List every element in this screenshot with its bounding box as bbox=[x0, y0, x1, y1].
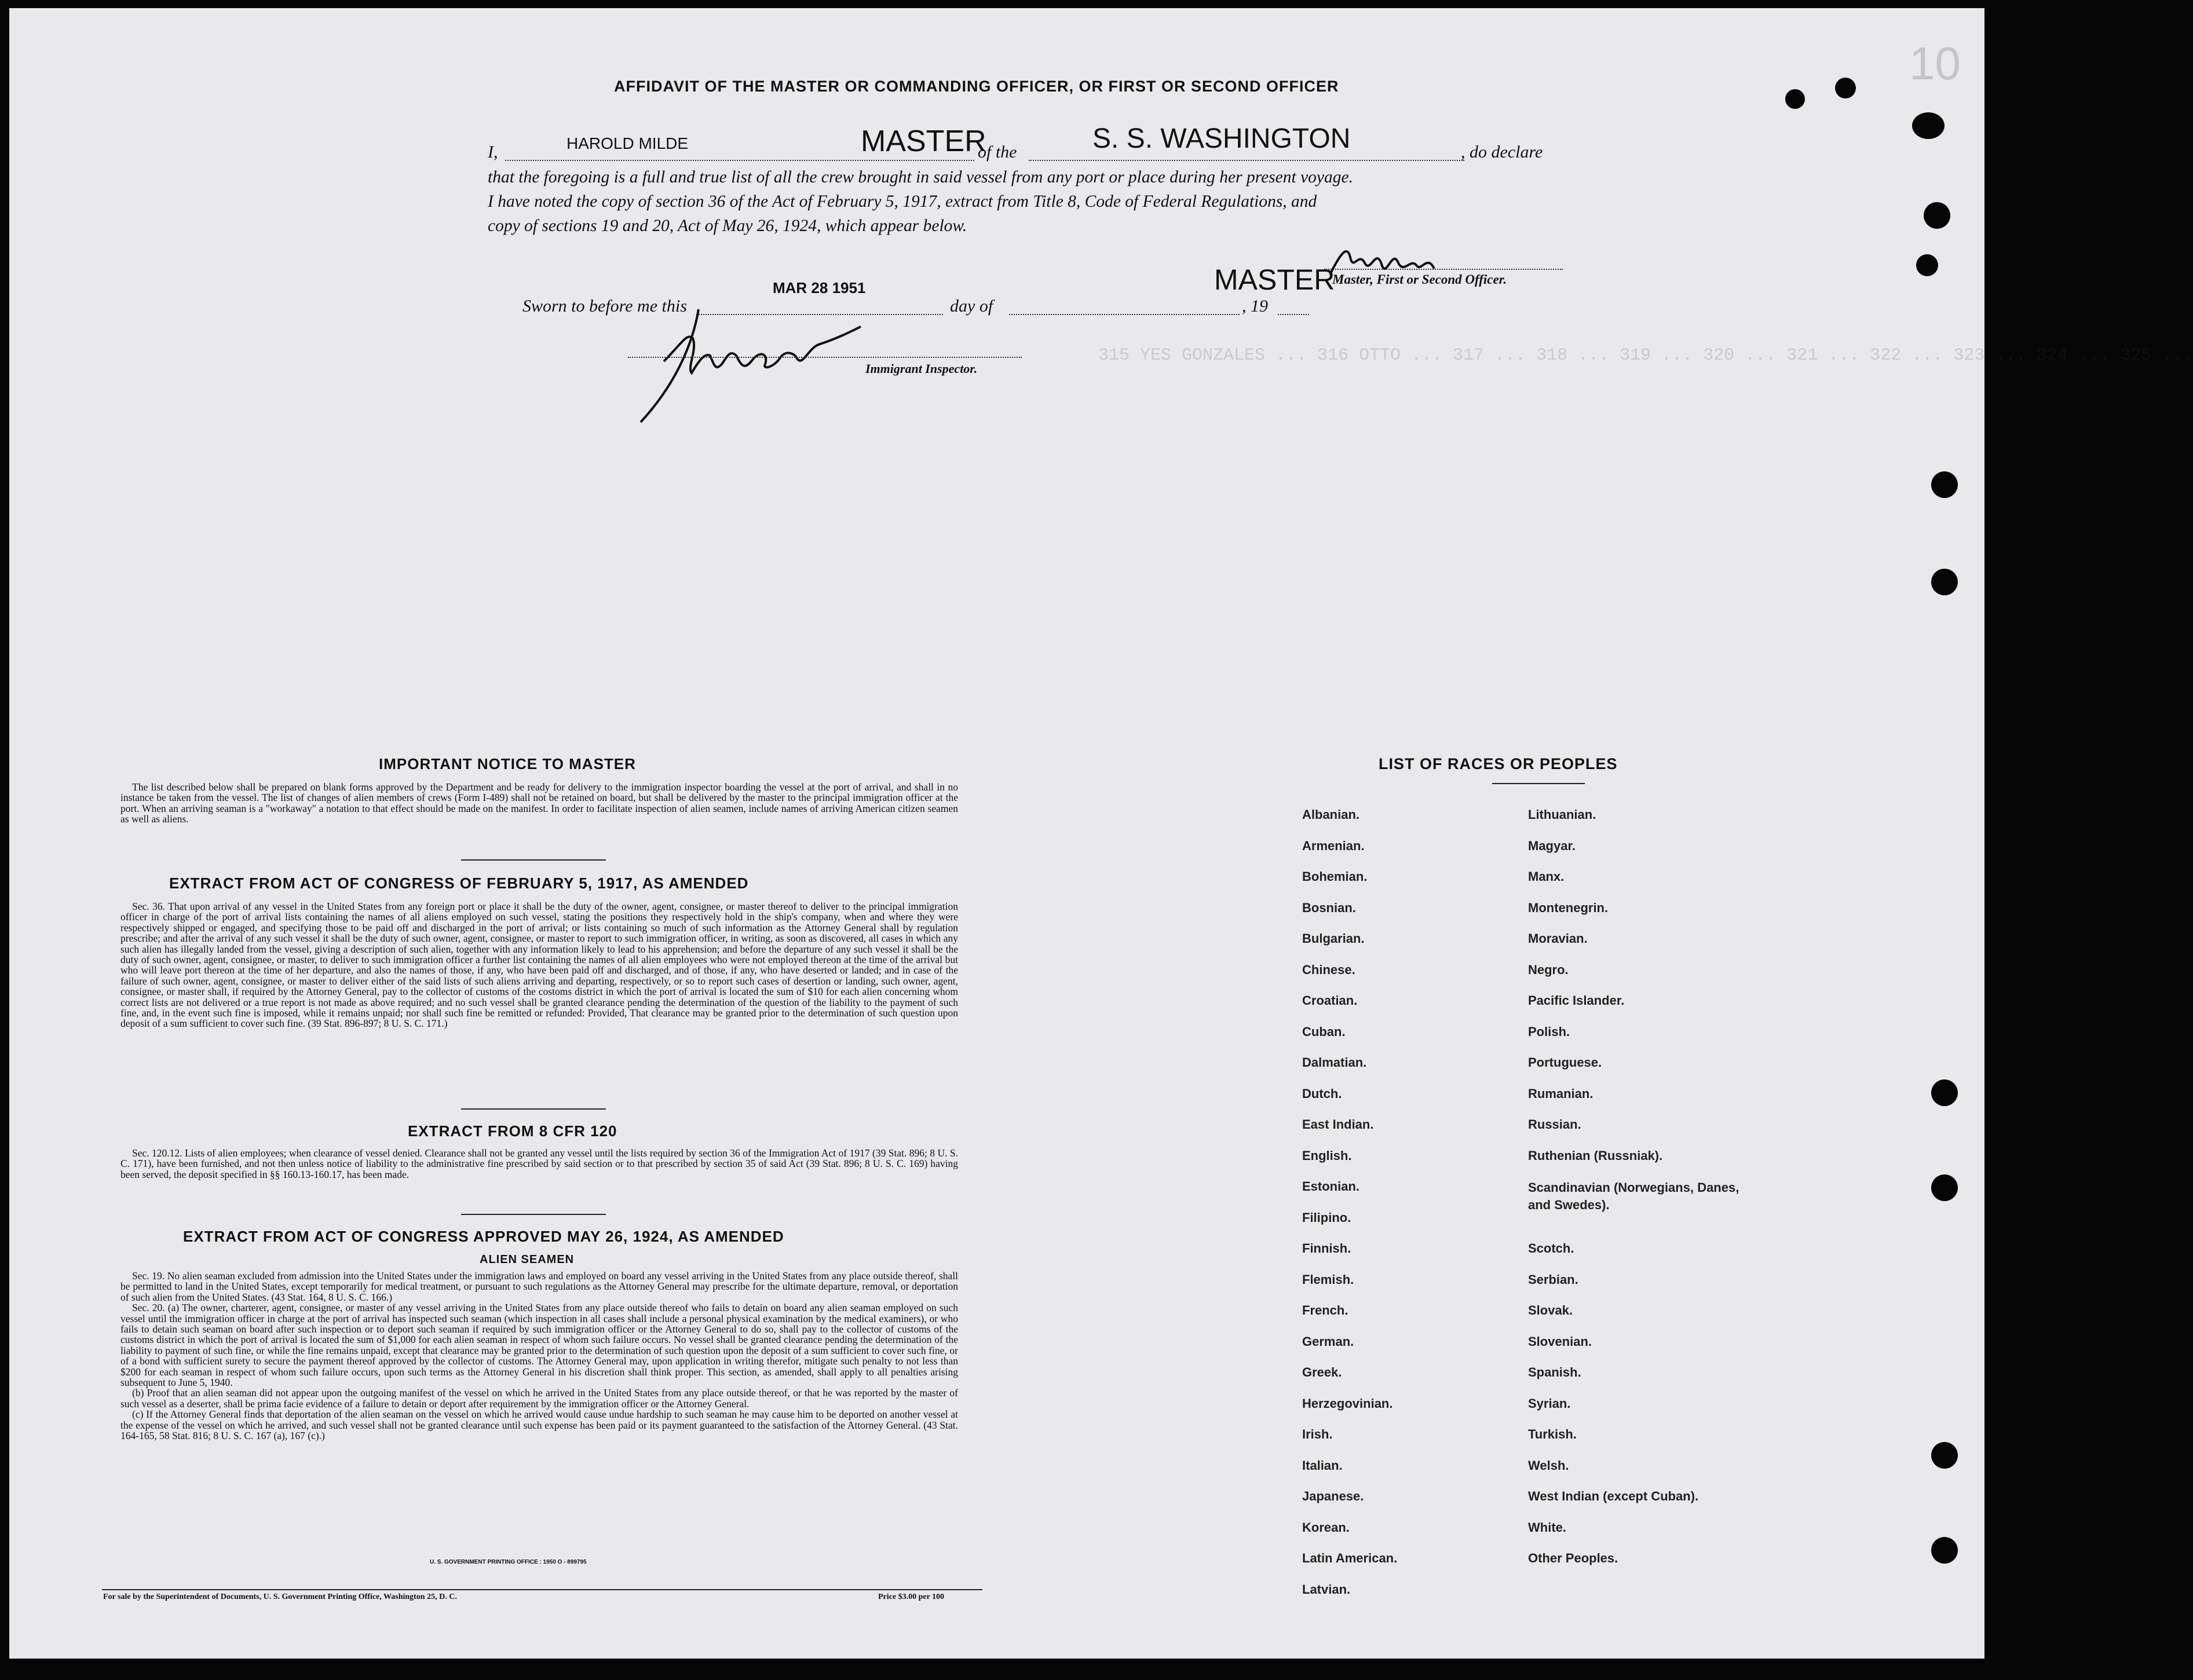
name-field-line bbox=[505, 160, 974, 161]
race-item: Scandinavian (Norwegians, Danes, and Swedes). bbox=[1528, 1180, 1739, 1212]
race-item: Albanian. bbox=[1302, 807, 1360, 822]
extract-1917-text: Sec. 36. That upon arrival of any vessel in the United States from any foreign port or place it shall be the duty of the owner, agent, consignee, or master thereof to deliver to the principal immigration officer in charge of the port of arrival lists containing the names of all aliens employed on such vessel, stating the positions they respectively hold in the ship's company, when and where they were respectively shipped or engaged, and specifying those to be paid off and discharged in the port of arrival; or lists containing so much of such information as the Attorney General shall by regulation prescribe; and after the arrival of any such vessel it shall be the duty of such owner, agent, consignee, or master to report to such immigration officer, in writing, as soon as discovered, all cases in which any such alien has illegally landed from the vessel, giving a description of such alien, together with any information likely to lead to his apprehension; and before the departure of any such vessel it shall be the duty of such owner, agent, consignee, or master, to deliver to such immigration officer a further list containing the names of all alien employees who were not employed thereon at the time of the arrival but who will leave port thereon at the time of her departure, and also the names of those, if any, who have been paid off and discharged, and of those, if any, who have deserted or landed; and in case of the failure of such owner, agent, consignee, or master to deliver either of the said lists of such aliens arriving and departing, respectively, or so to report such cases of desertion or landing, such owner, agent, consignee, or master shall, if required by the Attorney General, pay to the collector of customs of the costoms district in which the port of arrival is located the sum of $10 for each alien concerning whom correct lists are not delivered or a true report is not made as above required; and no such vessel shall be granted clearance pending the determination of the question of the liability to the payment of such fine, and, in the event such fine is imposed, while it remains unpaid; nor shall such fine be remitted or refunded: Provided, That clearance may be granted prior to the determination of such question upon deposit of a sum sufficient to cover such fine. (39 Stat. 896-897; 8 U. S. C. 171.) bbox=[120, 901, 958, 1030]
sec-20b-text: (b) Proof that an alien seaman did not appear upon the outgoing manifest of the vessel on which he arrived in the United States from any place outside thereof, or that he was reported by the master of such vessel as a deserter, shall be prima facie evidence of a failure to detain or deport after requirement by the immigration officer or the Attorney General. bbox=[120, 1387, 958, 1410]
race-item: Rumanian. bbox=[1528, 1086, 1593, 1101]
race-item: Latin American. bbox=[1302, 1551, 1398, 1565]
sec-20c-text: (c) If the Attorney General finds that deportation of the alien seaman on the vessel on which he arrived would cause undue hardship to such seaman he may cause him to be deported on another vessel at the expense of the vessel on which he arrived, and such vessel shall not be granted clearance until such expense has been paid or its payment guaranteed to the satisfaction of the Attorney General. (43 Stat. 164-165, 58 Stat. 816; 8 U. S. C. 167 (a), 167 (c).) bbox=[120, 1408, 958, 1442]
race-item: English. bbox=[1302, 1148, 1352, 1163]
race-item: Slovenian. bbox=[1528, 1334, 1592, 1349]
races-column-2 bbox=[1528, 807, 1748, 1582]
race-item: Magyar. bbox=[1528, 838, 1576, 853]
race-item: Lithuanian. bbox=[1528, 807, 1596, 822]
race-item: White. bbox=[1528, 1520, 1566, 1535]
extract-1924-body bbox=[120, 1271, 958, 1441]
race-item: Ruthenian (Russniak). bbox=[1528, 1148, 1663, 1163]
month-line bbox=[1009, 314, 1240, 315]
inspector-caption: Immigrant Inspector. bbox=[865, 361, 978, 376]
race-item: Bosnian. bbox=[1302, 900, 1356, 915]
ink-blot bbox=[1785, 89, 1805, 109]
gpo-imprint: U. S. GOVERNMENT PRINTING OFFICE : 1950 O - 899795 bbox=[430, 1559, 587, 1565]
bleed-through: 315 YES GONZALES ... 316 OTTO ... 317 ... 318 ... 319 ... 320 ... 321 ... 322 ... 323 ... 324 ... 325 ... bbox=[1098, 346, 2193, 365]
page-number: 10 bbox=[1909, 38, 1961, 89]
race-item: Estonian. bbox=[1302, 1179, 1360, 1194]
punch-hole bbox=[1931, 1537, 1958, 1564]
sworn-label: Sworn to before me this bbox=[522, 297, 687, 316]
affidavit-i: I, bbox=[488, 142, 498, 162]
punch-hole bbox=[1931, 1442, 1958, 1469]
race-item: Pacific Islander. bbox=[1528, 993, 1625, 1008]
races-rule bbox=[1492, 783, 1585, 784]
footer-sales: For sale by the Superintendent of Documents, U. S. Government Printing Office, Washington 25, D. C. bbox=[103, 1593, 457, 1601]
officer-caption: Master, First or Second Officer. bbox=[1332, 272, 1507, 287]
race-item: Russian. bbox=[1528, 1117, 1581, 1132]
master-name: HAROLD MILDE bbox=[566, 134, 689, 152]
race-item: Spanish. bbox=[1528, 1365, 1581, 1379]
punch-hole bbox=[1931, 569, 1958, 595]
race-item: Other Peoples. bbox=[1528, 1551, 1618, 1565]
race-item: Polish. bbox=[1528, 1024, 1570, 1039]
affidavit-heading: AFFIDAVIT OF THE MASTER OR COMMANDING OFFICER, OR FIRST OR SECOND OFFICER bbox=[614, 78, 1339, 95]
race-item: Greek. bbox=[1302, 1365, 1342, 1379]
race-item: Syrian. bbox=[1528, 1396, 1571, 1411]
race-item: Bohemian. bbox=[1302, 869, 1368, 884]
race-item: Montenegrin. bbox=[1528, 900, 1609, 915]
punch-hole bbox=[1931, 471, 1958, 498]
punch-hole bbox=[1931, 1174, 1958, 1201]
race-item: Negro. bbox=[1528, 962, 1569, 977]
divider bbox=[461, 859, 606, 861]
race-item: Bulgarian. bbox=[1302, 931, 1365, 946]
sec-20a-text: Sec. 20. (a) The owner, charterer, agent, consignee, or master of any vessel arriving in the United States from any place outside thereof who fails to detain on board any alien seaman employed on such vessel until the immigration officer in charge at the port of arrival has inspected such seaman (which inspection in all cases shall include a personal physical examination by the medical examiners), or who fails to detain such seaman on board after such inspection or to deport such seaman if required by such immigration officer or the Attorney General to do so, shall pay to the collector of customs of the customs district in which the port of arrival is located the sum of $1,000 for each alien seaman in respect of whom such failure occurs. No vessel shall be granted clearance pending the determination of the liability to payment of such fine, or while the fine remains unpaid, except that clearance may be granted prior to the determination of such question upon the deposit of a sum sufficient to cover such fine, or of a bond with sufficient surety to secure the payment thereof approved by the collector of customs. The Attorney General may, upon application in writing therefor, mitigate such penalty to not less than $200 for each seaman in respect of whom such failure occurs, upon such terms as the Attorney General in his discretion shall think proper. This section, as amended, shall apply to all penalties arising subsequent to June 5, 1940. bbox=[120, 1302, 958, 1389]
race-item: Filipino. bbox=[1302, 1210, 1351, 1225]
day-of-label: day of bbox=[950, 297, 993, 316]
race-item: Serbian. bbox=[1528, 1272, 1578, 1287]
race-item: Japanese. bbox=[1302, 1489, 1364, 1503]
extract-1917-title: EXTRACT FROM ACT OF CONGRESS OF FEBRUARY 5, 1917, AS AMENDED bbox=[169, 874, 749, 892]
footer-rule bbox=[102, 1589, 982, 1590]
race-item: Armenian. bbox=[1302, 838, 1365, 853]
race-item: Welsh. bbox=[1528, 1458, 1569, 1473]
footer-price: Price $3.00 per 100 bbox=[878, 1593, 945, 1601]
race-item bbox=[1528, 1210, 1748, 1242]
race-item: Irish. bbox=[1302, 1427, 1333, 1441]
punch-hole bbox=[1912, 112, 1945, 139]
race-item: Slovak. bbox=[1528, 1303, 1573, 1317]
vessel-field-line bbox=[1029, 160, 1464, 161]
race-item: Dalmatian. bbox=[1302, 1055, 1367, 1070]
race-item: Latvian. bbox=[1302, 1582, 1351, 1597]
race-item: East Indian. bbox=[1302, 1117, 1374, 1132]
race-item: Moravian. bbox=[1528, 931, 1588, 946]
race-item: Flemish. bbox=[1302, 1272, 1354, 1287]
race-item: West Indian (except Cuban). bbox=[1528, 1489, 1699, 1503]
race-item: Italian. bbox=[1302, 1458, 1343, 1473]
affidavit-line-2: that the foregoing is a full and true list of all the crew brought in said vessel from any port or place during her present voyage. bbox=[488, 168, 1353, 186]
race-item: Finnish. bbox=[1302, 1241, 1351, 1256]
races-column-1 bbox=[1302, 807, 1397, 1613]
year-line bbox=[1278, 314, 1309, 315]
race-item: Herzegovinian. bbox=[1302, 1396, 1393, 1411]
extract-cfr-text: Sec. 120.12. Lists of alien employees; when clearance of vessel denied. Clearance shall not be granted any vessel until the lists required by section 36 of the Immigration Act of 1917 (39 Stat. 896; 8 U. S. C. 171), have been furnished, and not then unless notice of liability to the administrative fine prescribed by said section or to that prescribed by section 35 of said Act (39 Stat. 896; 8 U. S. C. 169) having been served, the deposit specified in §§ 160.13-160.17, has been made. bbox=[120, 1147, 958, 1180]
master-rank: MASTER bbox=[861, 125, 986, 158]
race-item: Manx. bbox=[1528, 869, 1565, 884]
inspector-signature bbox=[629, 298, 872, 431]
inspector-signature-line bbox=[628, 357, 1022, 358]
race-item: German. bbox=[1302, 1334, 1354, 1349]
divider bbox=[461, 1108, 606, 1110]
date-stamp: MAR 28 1951 bbox=[773, 279, 866, 297]
notice-title: IMPORTANT NOTICE TO MASTER bbox=[379, 755, 636, 773]
race-item: Scotch. bbox=[1528, 1241, 1574, 1256]
do-declare-label: , do declare bbox=[1461, 142, 1543, 162]
race-item: Turkish. bbox=[1528, 1427, 1577, 1441]
notice-text: The list described below shall be prepared on blank forms approved by the Department and be ready for delivery to the immigration inspector boarding the vessel at the port of arrival, and shall in no instance be taken from the vessel. The list of changes of alien members of crews (Form I-489) shall not be retained on board, but shall be delivered by the master to the principal immigration officer at the port. When an arriving seaman is a "workaway" a notation to that effect should be made on the manifest. In order to facilitate inspection of alien seamen, include names of arriving American citizen seamen as well as aliens. bbox=[120, 781, 958, 825]
ink-blot bbox=[1835, 78, 1856, 98]
of-the-label: of the bbox=[978, 142, 1017, 162]
race-item: French. bbox=[1302, 1303, 1348, 1317]
extract-1924-subtitle: ALIEN SEAMEN bbox=[480, 1253, 575, 1266]
race-item: Cuban. bbox=[1302, 1024, 1346, 1039]
affidavit-line-3: I have noted the copy of section 36 of the Act of February 5, 1917, extract from Title 8, Code of Federal Regulations, and bbox=[488, 192, 1317, 211]
race-item: Portuguese. bbox=[1528, 1055, 1602, 1070]
vessel-name: S. S. WASHINGTON bbox=[1092, 123, 1351, 154]
affidavit-line-4: copy of sections 19 and 20, Act of May 26, 1924, which appear below. bbox=[488, 217, 967, 235]
races-title: LIST OF RACES OR PEOPLES bbox=[1379, 755, 1618, 773]
race-item: Chinese. bbox=[1302, 962, 1355, 977]
year-label: , 19 bbox=[1242, 297, 1268, 316]
divider bbox=[461, 1214, 606, 1215]
punch-hole bbox=[1931, 1079, 1958, 1106]
race-item: Korean. bbox=[1302, 1520, 1350, 1535]
sec-19-text: Sec. 19. No alien seaman excluded from admission into the United States under the immigration laws and employed on board any vessel arriving in the United States from any place outside thereof, shall be permitted to land in the United States, except temporarily for medical treatment, or pursuant to such regulations as the Attorney General may prescribe for the ultimate departure, removal, or deportation of such alien from the United States. (43 Stat. 164, 8 U. S. C. 166.) bbox=[120, 1270, 958, 1303]
signer-rank: MASTER bbox=[1214, 263, 1335, 296]
race-item: Croatian. bbox=[1302, 993, 1358, 1008]
form-page bbox=[9, 8, 2193, 1659]
race-item: Dutch. bbox=[1302, 1086, 1342, 1101]
punch-hole bbox=[1916, 254, 1938, 276]
extract-1924-title: EXTRACT FROM ACT OF CONGRESS APPROVED MAY 26, 1924, AS AMENDED bbox=[183, 1228, 784, 1245]
punch-hole bbox=[1924, 202, 1950, 229]
extract-cfr-title: EXTRACT FROM 8 CFR 120 bbox=[408, 1122, 617, 1140]
